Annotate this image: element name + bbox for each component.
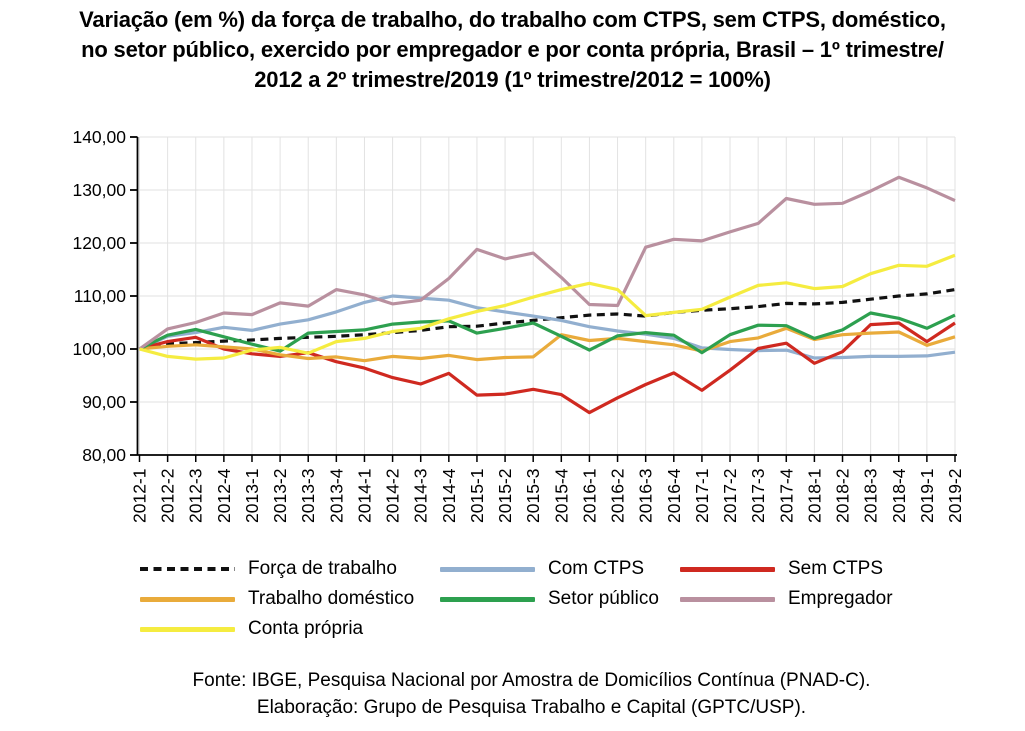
x-axis-tick-label: 2013-2 bbox=[270, 468, 291, 523]
legend-label: Sem CTPS bbox=[788, 558, 884, 579]
chart-title bbox=[0, 5, 1025, 95]
x-axis-tick-label: 2016-2 bbox=[607, 468, 628, 523]
x-axis-tick-label: 2015-3 bbox=[523, 468, 544, 523]
x-axis-tick-label: 2018-1 bbox=[804, 468, 825, 523]
legend-item-trabalho-dom-stico bbox=[140, 587, 414, 611]
x-axis-tick-label: 2013-3 bbox=[298, 468, 319, 523]
legend-item-com-ctps bbox=[440, 557, 644, 581]
legend-line-swatch bbox=[140, 597, 235, 602]
x-axis-tick-label: 2012-4 bbox=[213, 468, 234, 523]
x-axis-tick-label: 2017-3 bbox=[748, 468, 769, 523]
legend-line-swatch bbox=[440, 597, 535, 602]
y-axis-tick-label: 80,00 bbox=[82, 445, 126, 465]
x-axis-tick-label: 2017-2 bbox=[720, 468, 741, 523]
y-axis-tick-label: 130,00 bbox=[72, 180, 126, 200]
legend-line-swatch bbox=[440, 567, 535, 572]
legend-item-setor-p-blico bbox=[440, 587, 659, 611]
y-axis-tick-label: 110,00 bbox=[73, 286, 126, 306]
legend-item-conta-pr-pria bbox=[140, 617, 363, 641]
legend-label: Setor público bbox=[548, 588, 659, 609]
x-axis-tick-label: 2013-4 bbox=[326, 468, 347, 523]
legend-line-swatch bbox=[680, 567, 775, 572]
legend-label: Conta própria bbox=[248, 618, 364, 639]
x-axis-tick-label: 2018-3 bbox=[860, 468, 881, 523]
legend-label: Força de trabalho bbox=[248, 558, 397, 579]
x-axis-tick-label: 2017-4 bbox=[776, 468, 797, 523]
x-axis-tick-label: 2016-3 bbox=[635, 468, 656, 523]
legend-item-for-a-de-trabalho bbox=[140, 557, 397, 581]
x-axis-tick-label: 2014-3 bbox=[410, 468, 431, 523]
x-axis-tick-label: 2013-1 bbox=[241, 468, 262, 523]
legend-line-swatch bbox=[140, 627, 235, 632]
series-line-conta-pr-pria bbox=[140, 255, 956, 359]
y-axis-tick-label: 120,00 bbox=[72, 233, 126, 253]
y-axis-tick-label: 100,00 bbox=[72, 339, 126, 359]
legend-line-swatch bbox=[680, 597, 775, 602]
series-line-empregador bbox=[140, 177, 956, 349]
x-axis-tick-label: 2019-2 bbox=[945, 468, 965, 523]
legend-item-sem-ctps bbox=[680, 557, 883, 581]
x-axis-tick-label: 2016-1 bbox=[579, 468, 600, 523]
x-axis-tick-label: 2012-2 bbox=[157, 468, 178, 523]
chart-title-line-1: Variação (em %) da força de trabalho, do trabalho com CTPS, sem CTPS, doméstico, bbox=[79, 7, 946, 32]
x-axis-tick-label: 2015-4 bbox=[551, 468, 572, 523]
elaboration-note: Elaboração: Grupo de Pesquisa Trabalho e Capital (GPTC/USP). bbox=[256, 697, 807, 718]
x-axis-tick-label: 2016-4 bbox=[663, 468, 684, 523]
x-axis-tick-label: 2018-4 bbox=[888, 468, 909, 523]
legend-item-empregador bbox=[680, 587, 893, 611]
line-chart bbox=[0, 112, 1025, 542]
x-axis-tick-label: 2014-1 bbox=[354, 468, 375, 523]
legend-line-swatch bbox=[140, 567, 235, 571]
x-axis-tick-label: 2014-4 bbox=[438, 468, 459, 523]
x-axis-tick-label: 2015-1 bbox=[466, 468, 487, 523]
x-axis-tick-label: 2014-2 bbox=[382, 468, 403, 523]
x-axis-tick-label: 2015-2 bbox=[495, 468, 516, 523]
x-axis-tick-label: 2019-1 bbox=[916, 468, 937, 523]
legend-label: Trabalho doméstico bbox=[248, 588, 415, 609]
y-axis-tick-label: 140,00 bbox=[72, 127, 126, 147]
source-note: Fonte: IBGE, Pesquisa Nacional por Amostra de Domicílios Contínua (PNAD-C). bbox=[192, 670, 871, 691]
x-axis-tick-label: 2012-3 bbox=[185, 468, 206, 523]
x-axis-tick-label: 2012-1 bbox=[129, 468, 150, 523]
x-axis-tick-label: 2018-2 bbox=[832, 468, 853, 523]
legend-label: Empregador bbox=[788, 588, 893, 609]
y-axis-tick-label: 90,00 bbox=[82, 392, 126, 412]
legend-label: Com CTPS bbox=[548, 558, 645, 579]
x-axis-tick-label: 2017-1 bbox=[691, 468, 712, 523]
chart-footer bbox=[0, 667, 1025, 721]
chart-title-line-3: 2012 a 2º trimestre/2019 (1º trimestre/2012 = 100%) bbox=[254, 67, 771, 92]
chart-title-line-2: no setor público, exercido por empregador e por conta própria, Brasil – 1º trimestre/ bbox=[81, 37, 944, 62]
chart-plot-area bbox=[0, 112, 1025, 542]
